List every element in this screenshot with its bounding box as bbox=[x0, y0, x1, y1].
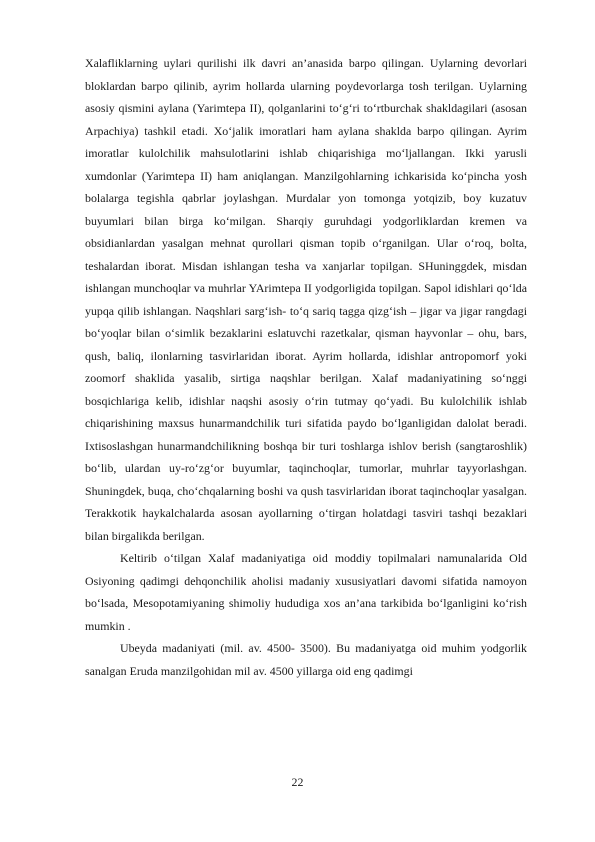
paragraph-xalaf-houses: Xalafliklarning uylari qurilishi ilk davri an’anasida barpo qilingan. Uylarning devorlari bloklardan barpo qilinib, ayrim hollarda ularning poydevorlarga tosh terilgan. Uylarning asosiy qismini aylana (Yarimtepa II), qolganlarini to‘g‘ri to‘rtburchak shakldagilari (asosan Arpachiya) tashkil etadi. Xo‘jalik imoratlari ham aylana shaklda barpo qilingan. Ayrim imoratlar kulolchilik mahsulotlarini ishlab chiqarishiga mo‘ljallangan. Ikki yarusli xumdonlar (Yarimtepa II) ham aniqlangan. Manzilgohlarning ichkarisida ko‘pincha yosh bolalarga tegishla qabrlar joylashgan. Murdalar yon tomonga yotqizib, boy kuzatuv buyumlari bilan birga ko‘milgan. Sharqiy guruhdagi yodgorliklardan kremen va obsidianlardan yasalgan mehnat qurollari qisman topib o‘rganilgan. Ular o‘roq, bolta, teshalardan iborat. Misdan ishlangan tesha va xanjarlar topilgan. SHuninggdek, misdan ishlangan munchoqlar va muhrlar YArimtepa II yodgorligida topilgan. Sapol idishlari qo‘lda yupqa qilib ishlangan. Naqshlari sarg‘ish- to‘q sariq tagga qizg‘ish – jigar va jigar rangdagi bo‘yoqlar bilan o‘simlik bezaklarini eslatuvchi razetkalar, qisman hayvonlar – ohu, bars, qush, baliq, ilonlarning tasvirlaridan iborat. Ayrim hollarda, idishlar antropomorf yoki zoomorf shaklida yasalib, sirtiga naqshlar berilgan. Xalaf madaniyatining so‘nggi bosqichlariga kelib, idishlar naqshi asosiy o‘rin tutmay qo‘yadi. Bu kulolchilik ishlab chiqarishining maxsus hunarmandchilik turi sifatida paydo bo‘lganligidan dalolat beradi. Ixtisoslashgan hunarmandchilikning boshqa bir turi toshlarga ishlov berish (sangtaroshlik) bo‘lib, ulardan uy-ro‘zg‘or buyumlar, taqinchoqlar, tumorlar, muhrlar tayyorlashgan. Shuningdek, buqa, cho‘chqalarning boshi va qush tasvirlaridan iborat taqinchoqlar yasalgan. Terakkotik haykalchalarda asosan ayollarning o‘tirgan holatdagi tasviri tashqi bezaklari bilan birgalikda berilgan. bbox=[85, 56, 527, 543]
paragraph-xalaf-summary: Keltirib o‘tilgan Xalaf madaniyatiga oid moddiy topilmalari namunalarida Old Osiyoning qadimgi dehqonchilik aholisi madaniy xususiyatlari davomi sifatida namoyon bo‘lsada, Mesopotamiyaning shimoliy hududiga xos an’ana tarkibida bo‘lganligini ko‘rish mumkin . bbox=[85, 551, 527, 633]
page-number: 22 bbox=[291, 775, 304, 789]
paragraph-ubeyda-culture: Ubeyda madaniyati (mil. av. 4500- 3500). Bu madaniyatga oid muhim yodgorlik sanalgan Eruda manzilgohidan mil av. 4500 yillarga oid eng qadimgi bbox=[85, 641, 527, 678]
body-text bbox=[85, 52, 527, 682]
